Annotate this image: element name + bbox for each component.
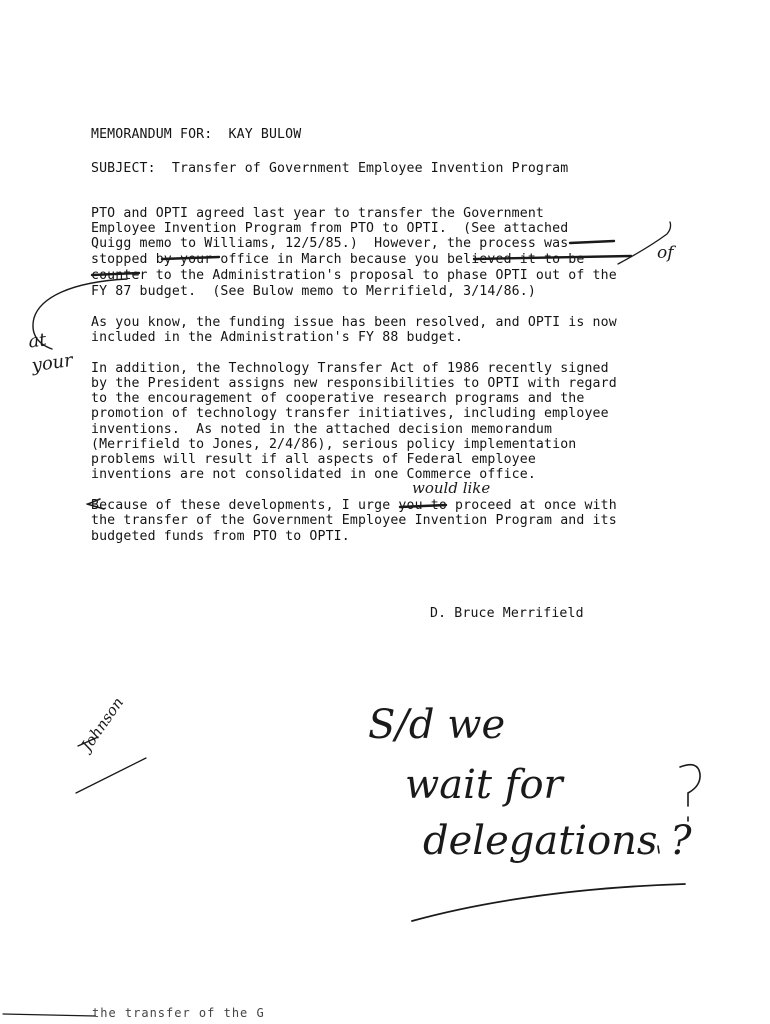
paragraph-line: FY 87 budget. (See Bulow memo to Merrifield, 3/14/86.) xyxy=(91,284,536,299)
handwritten-margin-at-your: at your xyxy=(27,329,75,377)
paragraph-line: In addition, the Technology Transfer Act of 1986 recently signed xyxy=(91,361,609,376)
handwritten-note-line-3: delegations ? xyxy=(423,818,692,864)
paragraph-line: PTO and OPTI agreed last year to transfer the Government xyxy=(91,206,545,221)
edge-line xyxy=(3,1014,95,1016)
paragraph-line: problems will result if all aspects of Federal employee xyxy=(91,452,536,467)
handwritten-insert-would-like: would like xyxy=(412,479,491,497)
paragraph-line: inventions are not consolidated in one Commerce office. xyxy=(91,467,536,482)
note-underline xyxy=(412,884,685,921)
paragraph-line: by the President assigns new responsibilities to OPTI with regard xyxy=(91,376,617,391)
paragraph-line: included in the Administration's FY 88 budget. xyxy=(91,330,464,345)
paragraph-line: stopped by your office in March because you believed it to be xyxy=(91,252,585,267)
paragraph-line: inventions. As noted in the attached decision memorandum xyxy=(91,422,553,437)
signature-block: D. Bruce Merrifield xyxy=(430,606,584,621)
paragraph-line: As you know, the funding issue has been resolved, and OPTI is now xyxy=(91,315,617,330)
paragraph-line: Employee Invention Program from PTO to OPTI. (See attached xyxy=(91,221,569,236)
paragraph-line: the transfer of the Government Employee Invention Program and its xyxy=(91,513,617,528)
paragraph-line: to the encouragement of cooperative research programs and the xyxy=(91,391,585,406)
cut-off-footer-text: the transfer of the G xyxy=(92,1006,265,1020)
paragraph-line: (Merrifield to Jones, 2/4/86), serious policy implementation xyxy=(91,437,577,452)
handwritten-note-line-2: wait for xyxy=(405,762,563,808)
handwritten-insert-of: of xyxy=(657,243,674,263)
handwritten-note-line-1: S/d we xyxy=(368,702,506,748)
question-mark-stroke xyxy=(680,765,700,821)
paragraph-line: promotion of technology transfer initiatives, including employee xyxy=(91,406,609,421)
paragraph-line: Because of these developments, I urge you to proceed at once with xyxy=(91,498,617,513)
paragraph-line: budgeted funds from PTO to OPTI. xyxy=(91,529,350,544)
paragraph-line: Quigg memo to Williams, 12/5/85.) However, the process was xyxy=(91,236,569,251)
paragraph-line: counter to the Administration's proposal to phase OPTI out of the xyxy=(91,268,617,283)
handwritten-initials: Johnson xyxy=(77,693,128,755)
memo-subject-line: SUBJECT: Transfer of Government Employee Invention Program xyxy=(91,161,569,176)
memo-recipient-line: MEMORANDUM FOR: KAY BULOW xyxy=(91,127,302,142)
strike-was xyxy=(570,241,614,243)
